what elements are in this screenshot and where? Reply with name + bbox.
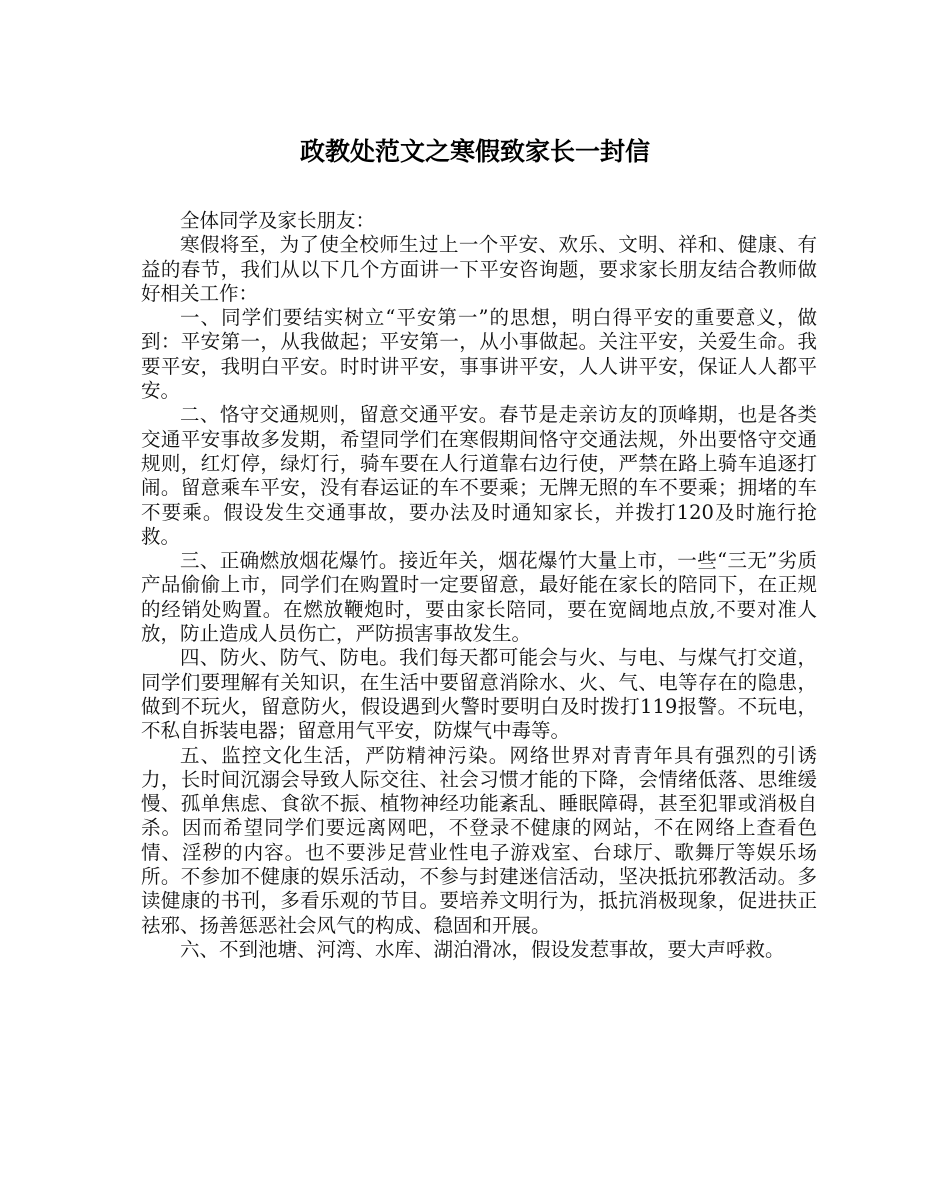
document-title: 政教处范文之寒假致家长一封信 xyxy=(299,137,650,166)
paragraph-item-4: 四、防火、防气、防电。我们每天都可能会与火、与电、与煤气打交道，同学们要理解有关知识，在生活中要留意消除水、火、气、电等存在的隐患，做到不玩火，留意防火，假设遇到火警时要明白及时拨打119报警。不玩电，不私自拆装电器；留意用气平安，防煤气中毒等。 xyxy=(141,646,817,743)
paragraph-item-1: 一、同学们要结实树立“平安第一”的思想，明白得平安的重要意义，做到：平安第一，从我做起；平安第一，从小事做起。关注平安，关爱生命。我要平安，我明白平安。时时讲平安，事事讲平安，人人讲平安，保证人人都平安。 xyxy=(141,306,817,403)
paragraph-item-6: 六、不到池塘、河湾、水库、湖泊滑冰，假设发惹事故，要大声呼救。 xyxy=(180,937,785,961)
paragraph-item-5: 五、监控文化生活，严防精神污染。网络世界对青青年具有强烈的引诱力，长时间沉溺会导致人际交往、社会习惯才能的下降，会情绪低落、思维缓慢、孤单焦虑、食欲不振、植物神经功能紊乱、睡眠障碍，甚至犯罪或消极自杀。因而希望同学们要远离网吧，不登录不健康的网站，不在网络上查看色情、淫秽的内容。也不要涉足营业性电子游戏室、台球厅、歌舞厅等娱乐场所。不参加不健康的娱乐活动，不参与封建迷信活动，坚决抵抗邪教活动。多读健康的书刊，多看乐观的节目。要培养文明行为，抵抗消极现象，促进扶正祛邪、扬善惩恶社会风气的构成、稳固和开展。 xyxy=(141,743,817,937)
paragraph-item-3: 三、正确燃放烟花爆竹。接近年关，烟花爆竹大量上市，一些“三无”劣质产品偷偷上市，同学们在购置时一定要留意，最好能在家长的陪同下，在正规的经销处购置。在燃放鞭炮时，要由家长陪同，要在宽阔地点放,不要对准人放，防止造成人员伤亡，严防损害事故发生。 xyxy=(141,549,817,646)
paragraph-item-2: 二、恪守交通规则，留意交通平安。春节是走亲访友的顶峰期，也是各类交通平安事故多发期，希望同学们在寒假期间恪守交通法规，外出要恪守交通规则，红灯停，绿灯行，骑车要在人行道靠右边行使，严禁在路上骑车追逐打闹。留意乘车平安，没有春运证的车不要乘；无牌无照的车不要乘；拥堵的车不要乘。假设发生交通事故，要办法及时通知家长，并拨打120及时施行抢救。 xyxy=(141,403,817,548)
intro-paragraph: 寒假将至，为了使全校师生过上一个平安、欢乐、文明、祥和、健康、有益的春节，我们从以下几个方面讲一下平安咨询题，要求家长朋友结合教师做好相关工作： xyxy=(141,233,817,305)
document-body xyxy=(141,209,817,962)
salutation: 全体同学及家长朋友： xyxy=(180,209,376,232)
